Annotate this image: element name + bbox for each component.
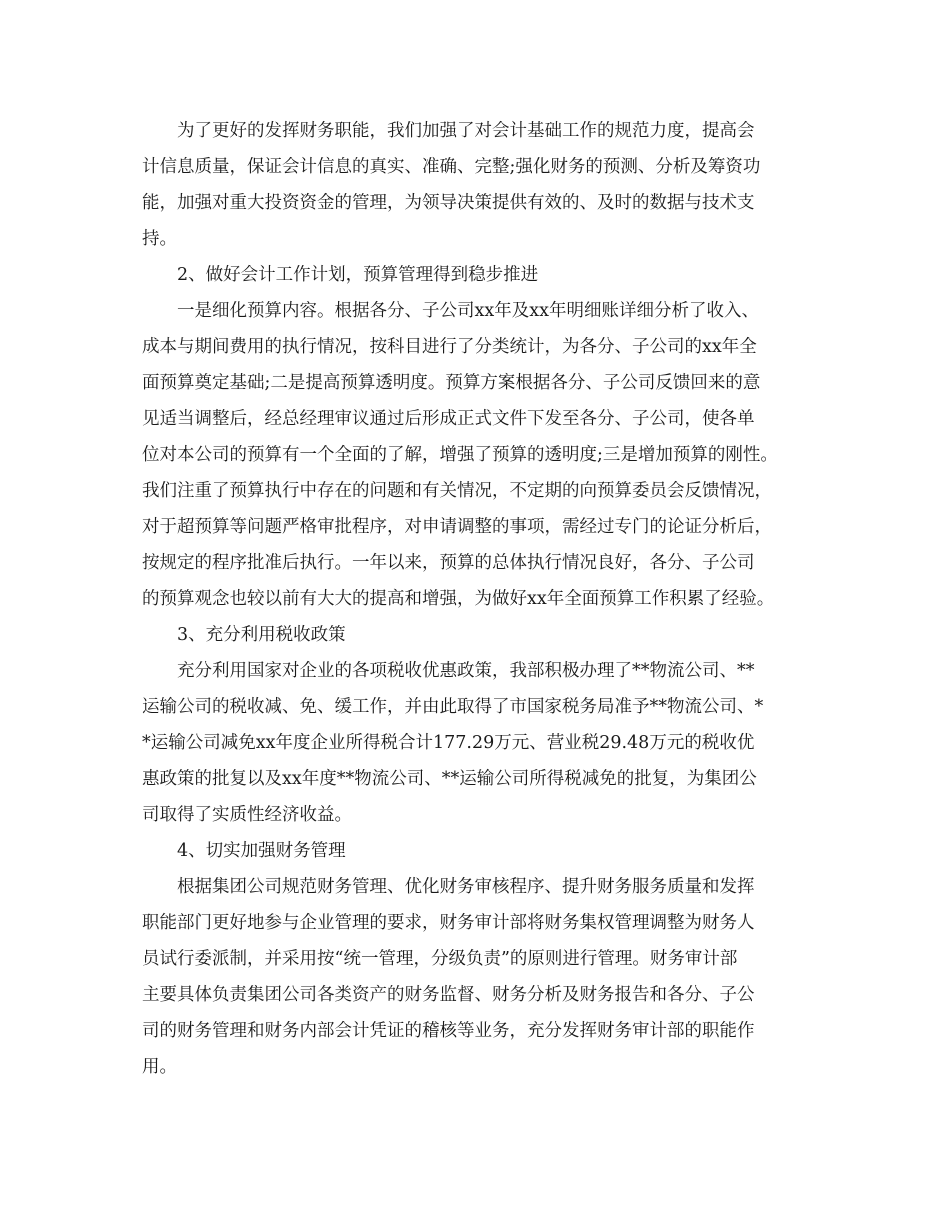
paragraph-line: 职能部门更好地参与企业管理的要求，财务审计部将财务集权管理调整为财务人 [142,913,755,933]
paragraph-line: 为了更好的发挥财务职能，我们加强了对会计基础工作的规范力度，提高会 [177,121,755,141]
paragraph [142,113,822,257]
paragraph-line: 充分利用国家对企业的各项税收优惠政策，我部积极办理了**物流公司、** [177,661,755,681]
paragraph-line: *运输公司减免xx年度企业所得税合计177.29万元、营业税29.48万元的税收优 [142,733,755,753]
paragraph-line: 根据集团公司规范财务管理、优化财务审核程序、提升财务服务质量和发挥 [177,877,755,897]
paragraph [142,293,822,617]
paragraph [142,869,822,1085]
paragraph-line: 我们注重了预算执行中存在的问题和有关情况，不定期的向预算委员会反馈情况， [142,481,772,501]
paragraph-line: 对于超预算等问题严格审批程序，对申请调整的事项，需经过专门的论证分析后， [142,517,772,537]
paragraph-line: 成本与期间费用的执行情况，按科目进行了分类统计，为各分、子公司的xx年全 [142,337,757,357]
paragraph-line: 持。 [142,229,177,249]
paragraph-line: 计信息质量，保证会计信息的真实、准确、完整;强化财务的预测、分析及筹资功 [142,157,761,177]
section-heading: 4、切实加强财务管理 [177,841,346,861]
paragraph-line: 一是细化预算内容。根据各分、子公司xx年及xx年明细账详细分析了收入、 [177,301,759,321]
paragraph-line: 主要具体负责集团公司各类资产的财务监督、财务分析及财务报告和各分、子公 [142,985,755,1005]
paragraph-line: 员试行委派制，并采用按“统一管理，分级负责”的原则进行管理。财务审计部 [142,949,738,969]
paragraph-line: 司的财务管理和财务内部会计凭证的稽核等业务，充分发挥财务审计部的职能作 [142,1021,755,1041]
section-heading: 2、做好会计工作计划，预算管理得到稳步推进 [177,265,539,285]
section-heading: 3、充分利用税收政策 [177,625,346,645]
paragraph [142,653,822,833]
paragraph-line: 见适当调整后，经总经理审议通过后形成正式文件下发至各分、子公司，使各单 [142,409,755,429]
paragraph-line: 能，加强对重大投资资金的管理，为领导决策提供有效的、及时的数据与技术支 [142,193,755,213]
paragraph-line: 运输公司的税收减、免、缓工作，并由此取得了市国家税务局准予**物流公司、* [142,697,764,717]
paragraph-line: 位对本公司的预算有一个全面的了解，增强了预算的透明度;三是增加预算的刚性。 [142,445,778,465]
document-body [142,113,822,1085]
paragraph-line: 按规定的程序批准后执行。一年以来，预算的总体执行情况良好，各分、子公司 [142,553,755,573]
paragraph-line: 司取得了实质性经济收益。 [142,805,352,825]
paragraph-line: 的预算观念也较以前有大大的提高和增强，为做好xx年全面预算工作积累了经验。 [142,589,775,609]
paragraph-line: 面预算奠定基础;二是提高预算透明度。预算方案根据各分、子公司反馈回来的意 [142,373,761,393]
paragraph-line: 用。 [142,1057,177,1077]
paragraph-line: 惠政策的批复以及xx年度**物流公司、**运输公司所得税减免的批复，为集团公 [142,769,757,789]
